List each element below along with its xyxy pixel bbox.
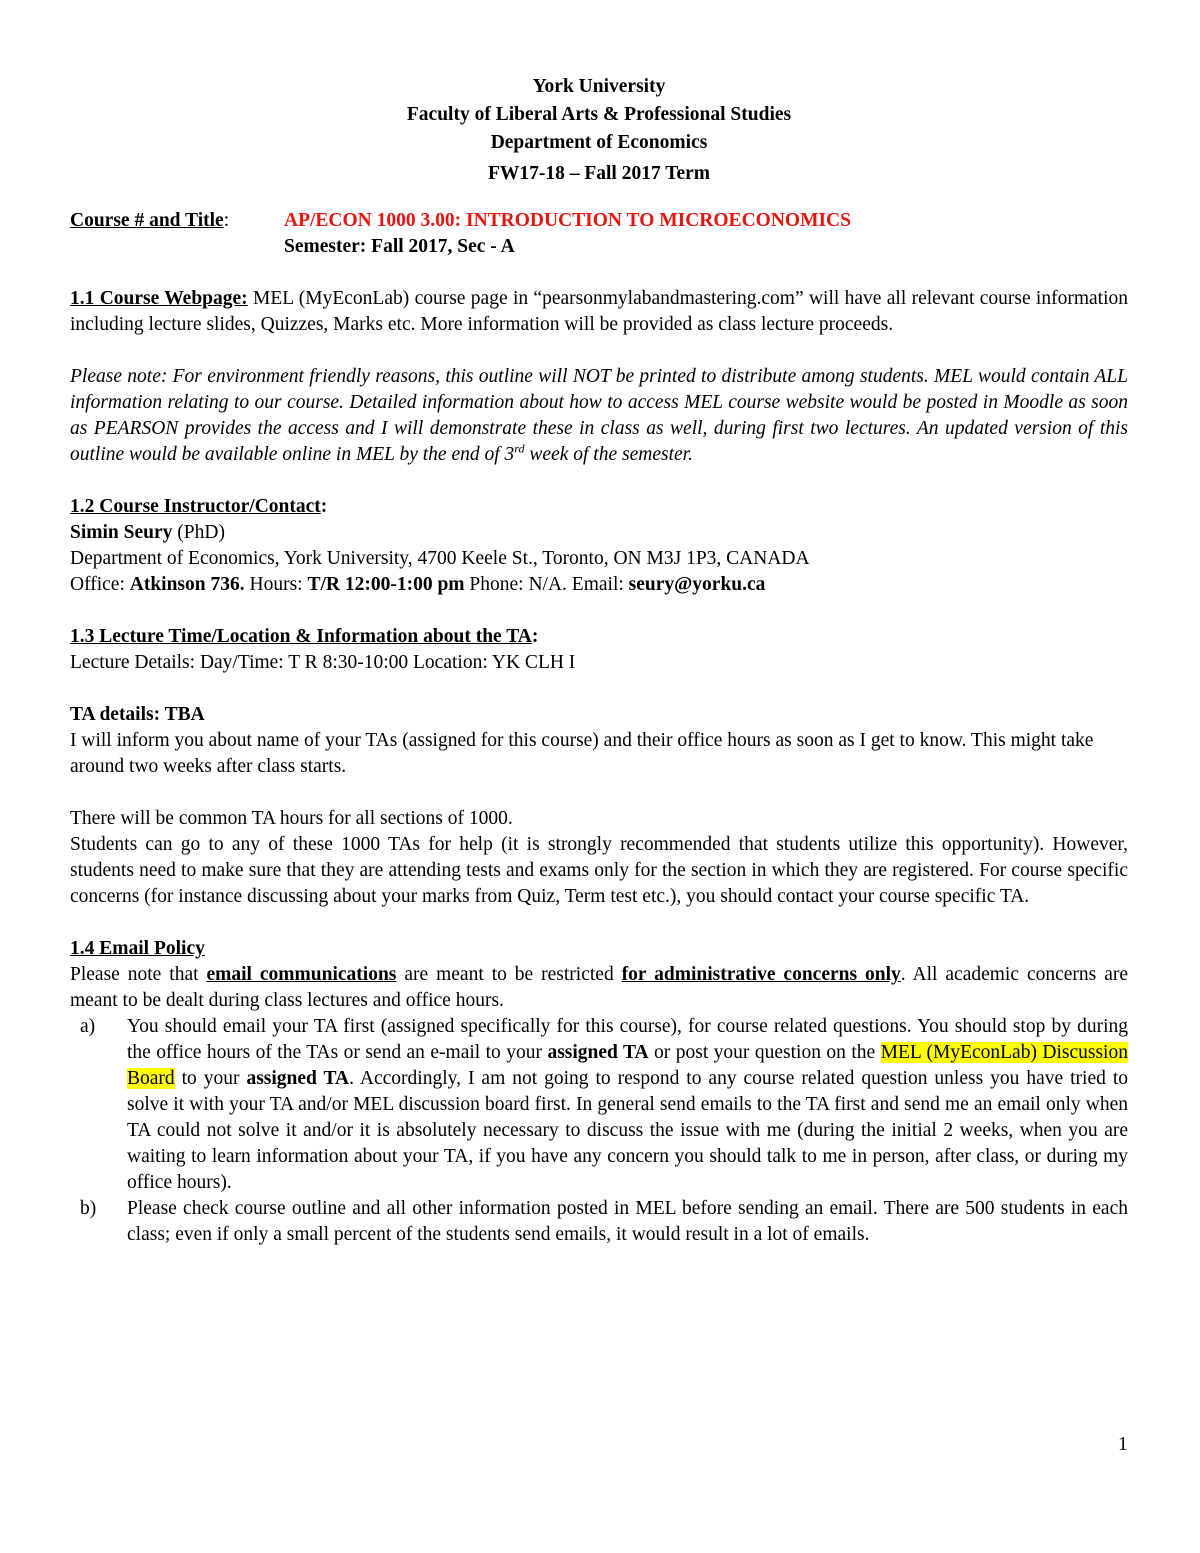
section-instructor-heading: 1.2 Course Instructor/Contact xyxy=(70,496,321,517)
section-lecture-heading: 1.3 Lecture Time/Location & Information about the TA xyxy=(70,626,532,647)
course-title-label: Course # and Title xyxy=(70,210,224,231)
email-intro: Please note that email communications are meant to be restricted for administrative concerns only. All academic concerns are meant to be dealt during class lectures and office hours. xyxy=(70,964,1128,1011)
list-item: b) Please check course outline and all other information posted in MEL before sending an email. There are 500 students in each class; even if only a small percent of the students send emails, it would result in a lot of emails. xyxy=(80,1198,1128,1245)
section-webpage: 1.1 Course Webpage: MEL (MyEconLab) course page in “pearsonmylabandmastering.com” will have all relevant course information including lecture slides, Quizzes, Marks etc. More information will be provided as class lecture proceeds. xyxy=(70,288,1128,335)
instructor-email: seury@yorku.ca xyxy=(628,574,766,595)
instructor-address: Department of Economics, York University, 4700 Keele St., Toronto, ON M3J 1P3, CANADA xyxy=(70,548,810,569)
list-item: a) You should email your TA first (assigned specifically for this course), for course related questions. You should stop by during the office hours of the TAs or send an e-mail to your assigned TA or post your question on the MEL (MyEconLab) Discussion Board to your assigned TA. Accordingly, I am not going to respond to any course related question unless you have tried to solve it with your TA and/or MEL discussion board first. In general send emails to the TA first and send me an email only when TA could not solve it and/or it is absolutely necessary to discuss the issue with me (during the initial 2 weeks, when you are waiting to learn information about your TA, if you have any concern you should talk to me in person, after class, or during my office hours). xyxy=(80,1016,1128,1193)
section-lecture: 1.3 Lecture Time/Location & Information about the TA: Lecture Details: Day/Time: T R 8:30-10:00 Location: YK CLH I xyxy=(70,624,1128,676)
section-instructor: 1.2 Course Instructor/Contact: Simin Seury (PhD) Department of Economics, York University, 4700 Keele St., Toronto, ON M3J 1P3, CANADA Office: Atkinson 736. Hours: T/R 12:00-1:00 pm Phone: N/A. Email: seury@yorku.ca xyxy=(70,494,1128,598)
term-name: FW17-18 – Fall 2017 Term xyxy=(487,163,711,184)
instructor-name: Simin Seury xyxy=(70,522,173,543)
document-page xyxy=(70,70,1128,1248)
ta-details xyxy=(70,702,1128,780)
document-header xyxy=(70,73,1128,188)
ta-paragraph-3: Students can go to any of these 1000 TAs for help (it is strongly recommended that students utilize this opportunity). However, students need to make sure that they are attending tests and exams only for the section in which they are registered. For course specific concerns (for instance discussing about your marks from Quiz, Term test etc.), you should contact your course specific TA. xyxy=(70,834,1128,907)
environment-note: Please note: For environment friendly reasons, this outline will NOT be printed to distribute among students. MEL would contain ALL information relating to our course. Detailed information about how to access MEL course website would be posted in Moodle as soon as PEARSON provides the access and I will demonstrate these in class as well, during first two lectures. An updated version of this outline would be available online in MEL by the end of 3rd week of the semester. xyxy=(70,366,1128,465)
ta-paragraph-2: There will be common TA hours for all sections of 1000. xyxy=(70,808,513,829)
lecture-details: Lecture Details: Day/Time: T R 8:30-10:00 Location: YK CLH I xyxy=(70,652,576,673)
ta-heading: TA details: TBA xyxy=(70,704,205,725)
ta-paragraph-1: I will inform you about name of your TAs (assigned for this course) and their office hours as soon as I get to know. This might take around two weeks after class starts. xyxy=(70,730,1094,777)
course-semester: Semester: Fall 2017, Sec - A xyxy=(284,236,515,257)
page-number: 1 xyxy=(1118,1434,1128,1455)
course-title-row: Course # and Title: AP/ECON 1000 3.00: INTRODUCTION TO MICROECONOMICS Semester: Fall 2017, Sec - A xyxy=(70,208,1128,260)
section-email-heading: 1.4 Email Policy xyxy=(70,938,205,959)
university-name: York University xyxy=(532,76,666,97)
highlighted-discussion-board: MEL (MyEconLab) Discussion Board xyxy=(127,1042,1128,1089)
faculty-name: Faculty of Liberal Arts & Professional Studies xyxy=(406,104,792,125)
instructor-office-line: Office: Atkinson 736. Hours: T/R 12:00-1:00 pm Phone: N/A. Email: seury@yorku.ca xyxy=(70,574,766,595)
section-webpage-heading: 1.1 Course Webpage: xyxy=(70,288,248,309)
section-email-policy xyxy=(70,936,1128,1248)
course-title: AP/ECON 1000 3.00: INTRODUCTION TO MICROECONOMICS xyxy=(284,210,851,231)
department-name: Department of Economics xyxy=(490,132,708,153)
ta-common-hours xyxy=(70,806,1128,910)
email-policy-list xyxy=(70,1014,1128,1248)
